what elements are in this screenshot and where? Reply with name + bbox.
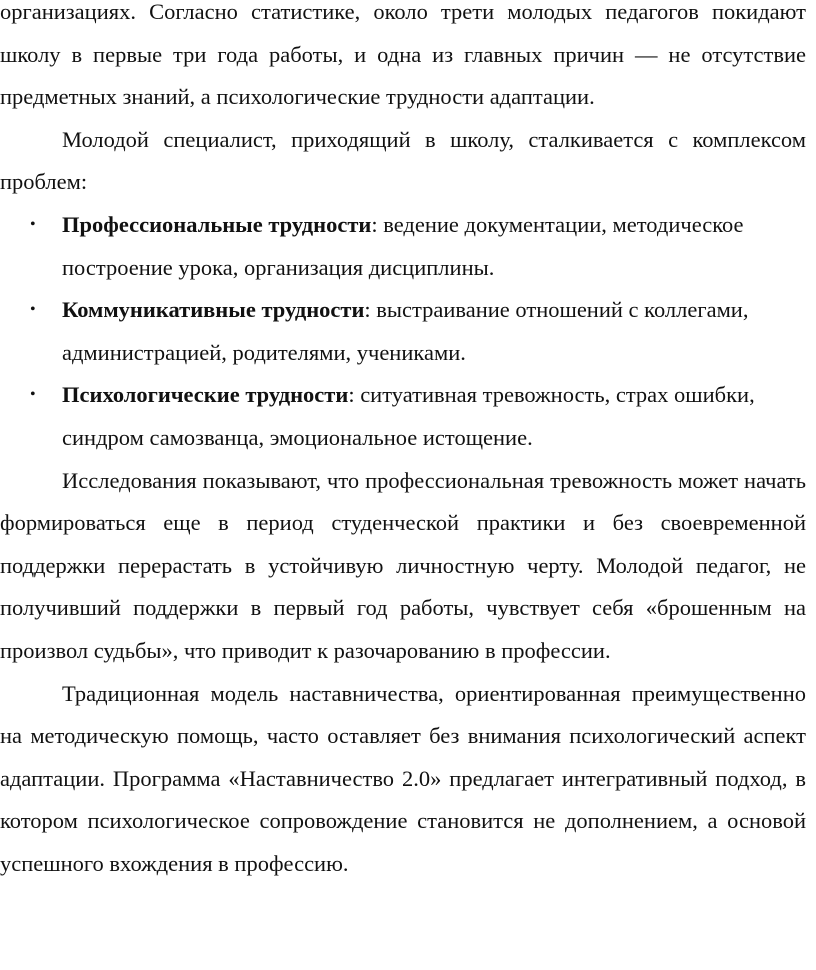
difficulties-list <box>0 204 806 460</box>
list-item-professional <box>30 204 806 289</box>
list-item-description: : выстраивание отношений с коллегами, администрацией, родителями, учениками. <box>62 297 749 365</box>
bullet-dot: • <box>30 386 36 404</box>
list-item-term: Психологические трудности <box>62 382 349 408</box>
list-item-communicative <box>30 289 806 374</box>
list-item-description: : ситуативная тревожность, страх ошибки, синдром самозванца, эмоциональное истощение. <box>62 382 755 450</box>
list-item-term: Коммуникативные трудности <box>62 297 365 323</box>
bullet-dot: • <box>30 215 36 233</box>
list-item-description: : ведение документации, методическое построение урока, организация дисциплины. <box>62 211 744 280</box>
bullet-dot: • <box>30 301 36 319</box>
intro-paragraph: Молодой специалист, приходящий в школу, сталкивается с комплексом проблем: <box>0 126 806 195</box>
list-item-psychological <box>30 374 806 459</box>
research-paragraph: Исследования показывают, что профессиональная тревожность может начать формироваться еще в период студенческой практики и без своевременной поддержки перерастать в устойчивую личностную черту. Молодой педагог, не получивший поддержки в первый год работы, чувствует себя «брошенным на произвол судьбы», что приводит к разочарованию в профессии. <box>0 467 806 663</box>
mentoring-paragraph: Традиционная модель наставничества, ориентированная преимущественно на методическую помощь, часто оставляет без внимания психологический аспект адаптации. Программа «Наставничество 2.0» предлагает интегративный подход, в котором психологическое сопровождение становится не дополнением, а основой успешного вхождения в профессию. <box>0 680 806 876</box>
continuation-paragraph: организациях. Согласно статистике, около трети молодых педагогов покидают школу в первые три года работы, и одна из главных причин — не отсутствие предметных знаний, а психологические трудности адаптации. <box>0 0 806 110</box>
list-item-term: Профессиональные трудности <box>62 211 372 237</box>
